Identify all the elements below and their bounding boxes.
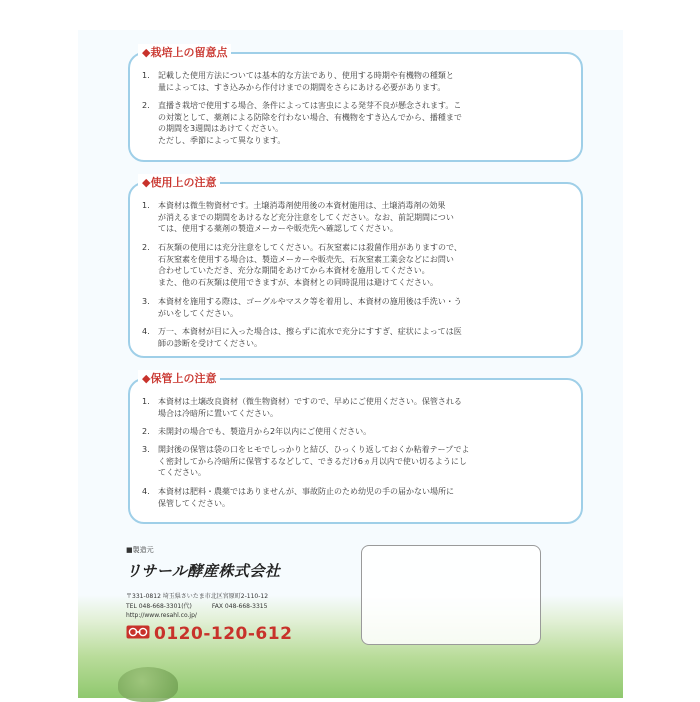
item-number: 2. (142, 101, 150, 110)
item-text: 石灰類の使用には充分注意をしてください。石灰窒素には殺菌作用がありますので、 石灰窒素を使用する場合は、製造メーカーや販売先、石灰窒素工業会などにお問い 合わせしていただき、充分な期間をあけてから本資材を施用してください。 また、他の石灰類は使用できますが、本資材との同時混用は避けてください。 (158, 243, 462, 287)
section-title: ◆保管上の注意 (138, 370, 220, 386)
free-dial-number: 0120-120-612 (154, 623, 293, 644)
item-number: 4. (142, 327, 150, 336)
section-usage-cautions (128, 176, 583, 358)
item-number: 3. (142, 297, 150, 306)
item-number: 1. (142, 397, 150, 406)
list-item (142, 200, 568, 235)
item-number: 2. (142, 243, 150, 252)
item-text: 本資材は土壌改良資材（微生物資材）ですので、早めにご使用ください。保管される 場合は冷暗所に置いてください。 (158, 397, 462, 418)
item-number: 3. (142, 445, 150, 454)
fax-number: FAX 048-668-3315 (211, 603, 268, 610)
item-text: 万一、本資材が目に入った場合は、擦らずに流水で充分にすすぎ、症状によっては医 師の診断を受けてください。 (158, 327, 462, 348)
section-title: ◆使用上の注意 (138, 174, 220, 190)
section-storage-cautions (128, 372, 583, 524)
list-item (142, 326, 568, 349)
list-item (142, 486, 568, 509)
list-item (142, 444, 568, 479)
website-url: http://www.resahl.co.jp/ (126, 612, 197, 619)
section-cultivation-notes (128, 46, 583, 162)
section-title: ◆栽培上の留意点 (138, 44, 231, 60)
company-name: リサール酵産株式会社 (126, 562, 281, 580)
item-number: 4. (142, 487, 150, 496)
item-text: 記載した使用方法については基本的な方法であり、使用する時期や有機物の種類と 量によっては、すき込みから作付けまでの期間をさらにあける必要があります。 (158, 71, 454, 92)
company-address: 〒331-0812 埼玉県さいたま市北区宮原町2-110-12 (126, 593, 269, 600)
tel-fax (126, 601, 267, 610)
item-text: 本資材は肥料・農薬ではありませんが、事故防止のため幼児の手の届かない場所に 保管してください。 (158, 487, 454, 508)
item-number: 1. (142, 201, 150, 210)
list-item (142, 100, 568, 146)
item-text: 直播き栽培で使用する場合、条件によっては害虫による発芽不良が懸念されます。こ の対策として、薬剤による防除を行わない場合、有機物をすき込んでから、播種まで の期間を3週間はあけてください。 ただし、季節によって異なります。 (158, 101, 462, 145)
label-stamp-box (361, 545, 541, 645)
item-text: 開封後の保管は袋の口をヒモでしっかりと結び、ひっくり返しておくか粘着テープでよ く密封してから冷暗所に保管するなどして、できるだけ6ヵ月以内で使い切るようにし てください。 (158, 445, 470, 477)
item-number: 1. (142, 71, 150, 80)
item-number: 2. (142, 427, 150, 436)
free-dial-icon (126, 624, 150, 643)
item-text: 未開封の場合でも、製造月から2年以内にご使用ください。 (158, 427, 372, 436)
list-item (142, 426, 568, 438)
list-item (142, 70, 568, 93)
footer (78, 535, 623, 698)
free-dial (126, 623, 293, 644)
document-page (78, 30, 623, 698)
list-item (142, 296, 568, 319)
item-text: 本資材を施用する際は、ゴーグルやマスク等を着用し、本資材の施用後は手洗い・う がいをしてください。 (158, 297, 462, 318)
list-item (142, 396, 568, 419)
tree-illustration (118, 667, 178, 702)
item-text: 本資材は微生物資材です。土壌消毒剤使用後の本資材施用は、土壌消毒剤の効果 が消えるまでの期間をあけるなど充分注意をしてください。なお、前記期間につい ては、使用する薬剤の製造メーカーや販売先へ確認してください。 (158, 201, 454, 233)
list-item (142, 242, 568, 288)
tel-number: TEL 048-668-3301(代) (126, 603, 192, 610)
manufacturer-label: ■製造元 (126, 546, 154, 554)
